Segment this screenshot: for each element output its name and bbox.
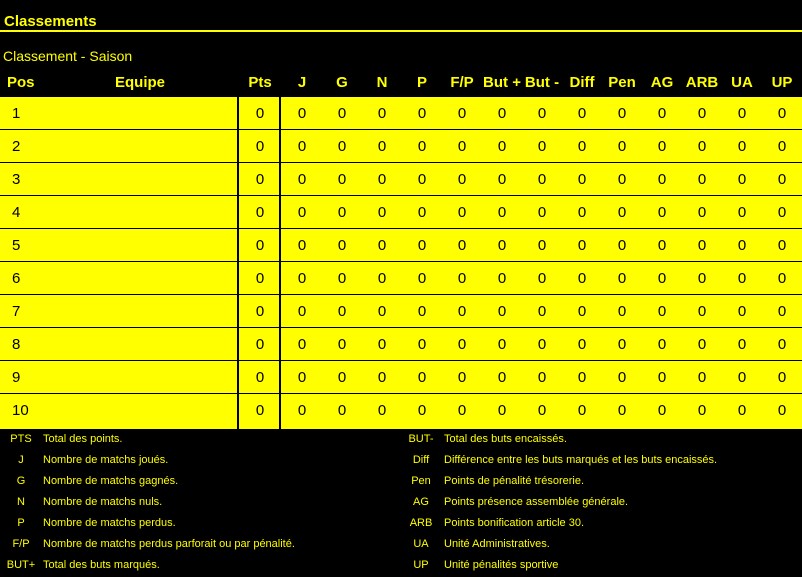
table-row[interactable] [0,130,802,163]
value-cell: 0 [417,303,427,320]
value-cell: 0 [577,270,587,287]
value-cell: 0 [417,336,427,353]
value-cell: 0 [297,204,307,221]
value-cell: 0 [337,336,347,353]
legend-code: J [18,454,24,466]
column-header: But - [524,74,560,91]
value-cell: 0 [657,270,667,287]
value-cell: 0 [255,204,265,221]
value-cell: 0 [737,105,747,122]
value-cell: 0 [497,402,507,419]
legend-code: AG [413,496,429,508]
value-cell: 0 [417,237,427,254]
row-divider [0,294,802,295]
value-cell: 0 [337,303,347,320]
legend-code: Pen [411,475,431,487]
value-cell: 0 [737,336,747,353]
value-cell: 0 [577,402,587,419]
value-cell: 0 [377,204,387,221]
value-cell: 0 [577,303,587,320]
value-cell: 0 [577,369,587,386]
row-divider [0,162,802,163]
value-cell: 0 [577,237,587,254]
value-cell: 0 [777,336,787,353]
value-cell: 0 [657,402,667,419]
value-cell: 0 [537,369,547,386]
value-cell: 0 [657,369,667,386]
value-cell: 0 [777,237,787,254]
legend-description: Total des buts encaissés. [444,433,567,445]
value-cell: 0 [377,138,387,155]
column-header: AG [650,74,674,91]
column-header: But + [483,74,521,91]
value-cell: 0 [697,204,707,221]
row-divider [0,228,802,229]
value-cell: 0 [777,303,787,320]
value-cell: 0 [457,204,467,221]
value-cell: 0 [297,270,307,287]
value-cell: 0 [297,402,307,419]
value-cell: 0 [697,171,707,188]
value-cell: 0 [497,171,507,188]
value-cell: 0 [255,138,265,155]
pos-cell: 9 [12,369,21,386]
value-cell: 0 [377,369,387,386]
column-header: UA [731,74,753,91]
legend-code: P [17,517,25,529]
value-cell: 0 [617,171,627,188]
row-divider [0,195,802,196]
value-cell: 0 [537,171,547,188]
pos-cell: 7 [12,303,21,320]
value-cell: 0 [577,138,587,155]
column-header: Diff [569,74,595,91]
team-cell [45,163,235,196]
value-cell: 0 [255,336,265,353]
value-cell: 0 [737,402,747,419]
pos-cell: 3 [12,171,21,188]
row-divider [0,129,802,130]
column-divider [279,97,281,429]
value-cell: 0 [697,105,707,122]
value-cell: 0 [537,402,547,419]
value-cell: 0 [497,237,507,254]
value-cell: 0 [737,138,747,155]
legend-code: G [16,475,26,487]
value-cell: 0 [697,270,707,287]
value-cell: 0 [697,336,707,353]
value-cell: 0 [377,105,387,122]
row-divider [0,261,802,262]
team-cell [45,295,235,328]
standings-table [0,97,802,429]
legend-description: Unité Administratives. [444,538,550,550]
pos-cell: 6 [12,270,21,287]
column-header: J [297,74,307,91]
value-cell: 0 [577,204,587,221]
row-divider [0,360,802,361]
legend-description: Nombre de matchs gagnés. [43,475,179,487]
value-cell: 0 [337,105,347,122]
column-divider [237,97,239,429]
column-header: N [376,74,388,91]
table-row[interactable] [0,361,802,394]
column-header: Pts [248,74,272,91]
table-row[interactable] [0,295,802,328]
column-header: Pen [608,74,636,91]
value-cell: 0 [255,303,265,320]
team-cell [45,361,235,394]
team-cell [45,394,235,427]
value-cell: 0 [417,171,427,188]
pos-cell: 8 [12,336,21,353]
value-cell: 0 [657,303,667,320]
value-cell: 0 [537,138,547,155]
legend-description: Points de pénalité trésorerie. [444,475,585,487]
value-cell: 0 [417,138,427,155]
column-header: ARB [685,74,719,91]
value-cell: 0 [337,237,347,254]
team-cell [45,328,235,361]
value-cell: 0 [537,204,547,221]
value-cell: 0 [617,402,627,419]
legend-code: BUT- [408,433,434,445]
value-cell: 0 [337,204,347,221]
value-cell: 0 [417,270,427,287]
value-cell: 0 [497,369,507,386]
value-cell: 0 [777,402,787,419]
value-cell: 0 [737,369,747,386]
row-divider [0,393,802,394]
legend-code: ARB [409,517,433,529]
value-cell: 0 [697,369,707,386]
value-cell: 0 [537,303,547,320]
value-cell: 0 [617,303,627,320]
legend-code: PTS [10,433,32,445]
legend-description: Nombre de matchs perdus. [43,517,176,529]
table-row[interactable] [0,196,802,229]
value-cell: 0 [537,336,547,353]
legend-code: BUT+ [6,559,36,571]
value-cell: 0 [457,138,467,155]
value-cell: 0 [457,270,467,287]
value-cell: 0 [777,270,787,287]
value-cell: 0 [577,171,587,188]
season-subtitle: Classement - Saison [3,48,133,64]
value-cell: 0 [297,369,307,386]
value-cell: 0 [617,105,627,122]
value-cell: 0 [457,402,467,419]
column-header: UP [771,74,793,91]
value-cell: 0 [537,270,547,287]
legend-code: UA [413,538,429,550]
value-cell: 0 [737,204,747,221]
value-cell: 0 [777,105,787,122]
value-cell: 0 [377,402,387,419]
value-cell: 0 [297,138,307,155]
value-cell: 0 [457,303,467,320]
value-cell: 0 [617,237,627,254]
value-cell: 0 [255,402,265,419]
table-row[interactable] [0,229,802,262]
value-cell: 0 [617,369,627,386]
value-cell: 0 [457,105,467,122]
legend-description: Nombre de matchs nuls. [43,496,163,508]
legend-description: Nombre de matchs perdus parforait ou par pénalité. [43,538,295,550]
value-cell: 0 [617,336,627,353]
value-cell: 0 [497,105,507,122]
legend-code: F/P [12,538,30,550]
value-cell: 0 [457,171,467,188]
pos-cell: 1 [12,105,21,122]
value-cell: 0 [417,369,427,386]
value-cell: 0 [657,105,667,122]
page-title: Classements [4,13,97,30]
value-cell: 0 [657,204,667,221]
value-cell: 0 [657,171,667,188]
value-cell: 0 [337,138,347,155]
value-cell: 0 [697,237,707,254]
column-header: Equipe [114,74,165,91]
team-cell [45,97,235,130]
value-cell: 0 [297,237,307,254]
pos-cell: 2 [12,138,21,155]
value-cell: 0 [255,369,265,386]
value-cell: 0 [337,402,347,419]
value-cell: 0 [497,303,507,320]
column-header: F/P [450,74,474,91]
value-cell: 0 [337,270,347,287]
value-cell: 0 [737,303,747,320]
value-cell: 0 [255,237,265,254]
legend-code: Diff [412,454,430,466]
value-cell: 0 [617,138,627,155]
value-cell: 0 [297,303,307,320]
legend-description: Points bonification article 30. [444,517,585,529]
value-cell: 0 [777,204,787,221]
value-cell: 0 [255,171,265,188]
legend-code: UP [413,559,429,571]
value-cell: 0 [497,270,507,287]
value-cell: 0 [737,171,747,188]
value-cell: 0 [657,237,667,254]
legend-description: Différence entre les buts marqués et les buts encaissés. [444,454,718,466]
value-cell: 0 [577,336,587,353]
value-cell: 0 [377,336,387,353]
table-row[interactable] [0,97,802,130]
legend-description: Total des points. [43,433,123,445]
team-cell [45,196,235,229]
column-header: Pos [7,74,35,91]
value-cell: 0 [537,237,547,254]
value-cell: 0 [697,138,707,155]
value-cell: 0 [497,138,507,155]
legend-description: Points présence assemblée générale. [444,496,629,508]
value-cell: 0 [737,270,747,287]
value-cell: 0 [577,105,587,122]
value-cell: 0 [377,171,387,188]
value-cell: 0 [377,237,387,254]
table-row[interactable] [0,163,802,196]
value-cell: 0 [297,171,307,188]
value-cell: 0 [377,303,387,320]
value-cell: 0 [697,402,707,419]
team-cell [45,130,235,163]
value-cell: 0 [617,270,627,287]
pos-cell: 4 [12,204,21,221]
value-cell: 0 [537,105,547,122]
legend-description: Total des buts marqués. [43,559,160,571]
table-row[interactable] [0,328,802,361]
value-cell: 0 [657,138,667,155]
value-cell: 0 [497,204,507,221]
value-cell: 0 [497,336,507,353]
value-cell: 0 [777,369,787,386]
value-cell: 0 [377,270,387,287]
title-bar [0,0,802,32]
value-cell: 0 [457,336,467,353]
value-cell: 0 [697,303,707,320]
value-cell: 0 [297,105,307,122]
value-cell: 0 [777,171,787,188]
value-cell: 0 [255,270,265,287]
value-cell: 0 [737,237,747,254]
value-cell: 0 [457,369,467,386]
column-header: G [336,74,348,91]
value-cell: 0 [417,402,427,419]
value-cell: 0 [337,171,347,188]
value-cell: 0 [457,237,467,254]
legend-description: Unité pénalités sportive [444,559,559,571]
team-cell [45,229,235,262]
legend-description: Nombre de matchs joués. [43,454,169,466]
value-cell: 0 [417,105,427,122]
table-row[interactable] [0,394,802,427]
legend-code: N [17,496,25,508]
value-cell: 0 [657,336,667,353]
pos-cell: 10 [12,402,29,419]
value-cell: 0 [337,369,347,386]
value-cell: 0 [617,204,627,221]
value-cell: 0 [255,105,265,122]
pos-cell: 5 [12,237,21,254]
column-header: P [416,74,427,91]
value-cell: 0 [777,138,787,155]
value-cell: 0 [417,204,427,221]
row-divider [0,327,802,328]
value-cell: 0 [297,336,307,353]
table-row[interactable] [0,262,802,295]
team-cell [45,262,235,295]
